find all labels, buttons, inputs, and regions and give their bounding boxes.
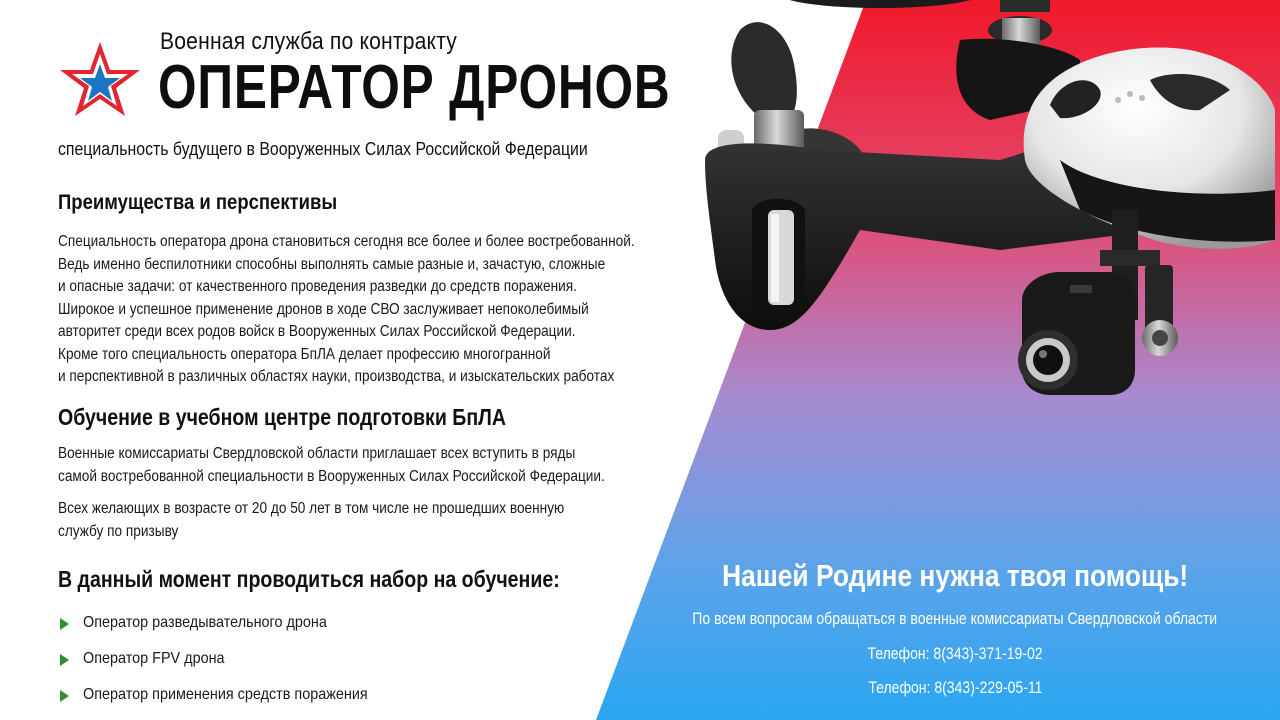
tagline: специальность будущего в Вооруженных Силах Российской Федерации	[58, 139, 588, 159]
triangle-bullet-icon	[60, 690, 69, 702]
recruitment-list	[60, 605, 399, 713]
advantages-line: Специальность оператора дрона становиться сегодня все более и более востребованной.	[58, 233, 635, 250]
training-paragraph-1	[58, 443, 605, 488]
slogan	[640, 558, 1270, 594]
list-item	[60, 641, 399, 677]
triangle-bullet-icon	[60, 618, 69, 630]
training-line: Всех желающих в возрасте от 20 до 50 лет в том числе не прошедших военную	[58, 500, 565, 517]
list-item-label: Оператор FPV дрона	[83, 650, 225, 667]
page-title: ОПЕРАТОР ДРОНОВ	[158, 53, 671, 122]
advantages-line: и перспективной в различных областях науки, производства, и изыскательских работах	[58, 368, 615, 385]
training-paragraph-2	[58, 498, 564, 543]
triangle-bullet-icon	[60, 654, 69, 666]
advantages-line: авторитет среди всех родов войск в Вооруженных Силах Российской Федерации.	[58, 323, 576, 340]
contact-note	[640, 610, 1270, 629]
phone-2-text: Телефон: 8(343)-229-05-11	[867, 679, 1043, 697]
advantages-line: Ведь именно беспилотники способны выполнять самые разные и, зачастую, сложные	[58, 255, 606, 273]
phone-1-text: Телефон: 8(343)-371-19-02	[867, 645, 1043, 663]
list-item-label: Оператор применения средств поражения	[83, 686, 368, 703]
advantages-line: и опасные задачи: от качественного проведения разведки до средств поражения.	[58, 278, 577, 295]
training-line: самой востребованной специальности в Вооруженных Силах Российской Федерации.	[58, 467, 605, 485]
contact-note-text: По всем вопросам обращаться в военные комиссариаты Свердловской области	[692, 610, 1218, 628]
russian-army-star-icon	[58, 40, 142, 118]
advantages-text	[58, 231, 635, 389]
phone-2	[640, 679, 1270, 698]
training-line: Военные комиссариаты Свердловской области приглашает всех вступить в ряды	[58, 445, 576, 462]
list-item	[60, 677, 399, 713]
training-line: службу по призыву	[58, 522, 179, 540]
recruitment-heading: В данный момент проводиться набор на обучение:	[58, 566, 560, 592]
training-heading: Обучение в учебном центре подготовки БпЛА	[58, 404, 506, 430]
phone-1	[640, 645, 1270, 664]
slogan-text: Нашей Родине нужна твоя помощь!	[721, 558, 1189, 593]
subtitle: Военная служба по контракту	[160, 28, 458, 55]
advantages-line: Кроме того специальность оператора БпЛА делает профессию многогранной	[58, 345, 551, 363]
advantages-line: Широкое и успешное применение дронов в ходе СВО заслуживает непоколебимый	[58, 300, 589, 318]
list-item	[60, 605, 399, 641]
list-item-label: Оператор разведывательного дрона	[83, 614, 327, 631]
advantages-heading: Преимущества и перспективы	[58, 191, 338, 214]
